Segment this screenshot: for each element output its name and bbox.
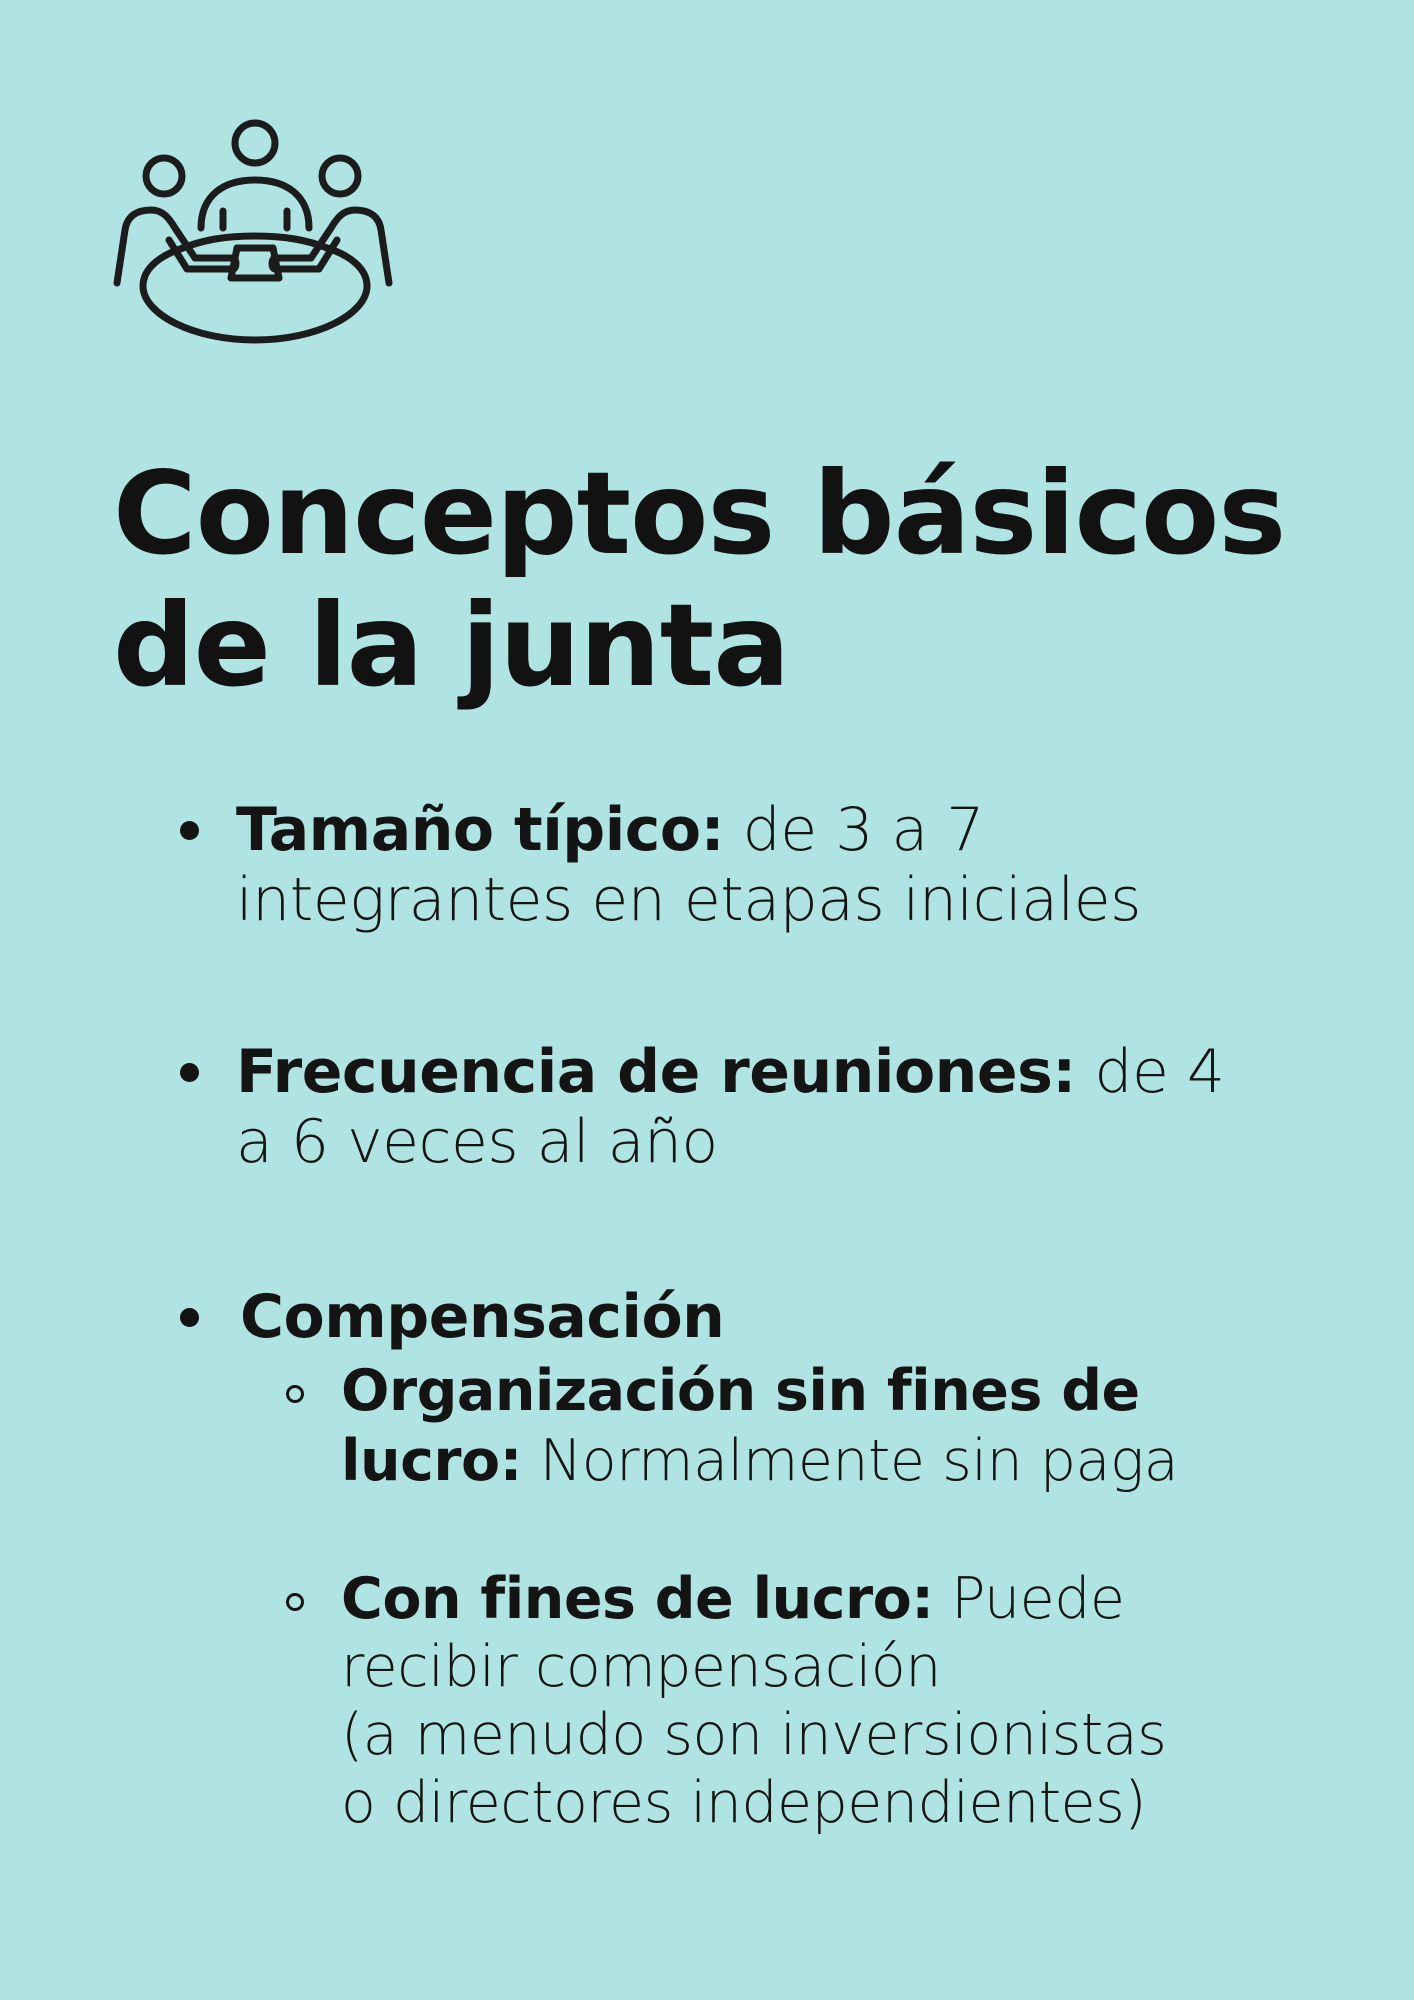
- sub-item-text-cont: recibir compensación: [341, 1634, 941, 1700]
- bullet-point: [180, 821, 199, 840]
- list-item-compensation: [240, 1282, 724, 1352]
- sub-bullet-point: [286, 1385, 304, 1403]
- title-line-1: Conceptos básicos: [113, 447, 1286, 580]
- bullet-point: [180, 1308, 199, 1327]
- sub-item-text: Normalmente sin paga: [521, 1428, 1179, 1494]
- item-text-cont: integrantes en etapas iniciales: [236, 865, 1141, 935]
- list-item-meeting-frequency: [236, 1037, 1225, 1177]
- sub-item-text-cont: (a menudo son inversionistas: [341, 1702, 1167, 1768]
- bullet-point: [180, 1063, 199, 1082]
- item-text-cont: a 6 veces al año: [236, 1107, 718, 1177]
- sub-item-text: Puede: [933, 1566, 1125, 1632]
- sub-item-forprofit: [341, 1565, 1166, 1837]
- sub-item-label: Con fines de lucro:: [341, 1566, 934, 1632]
- page-title: [113, 448, 1333, 712]
- item-text: de 3 a 7: [724, 795, 984, 865]
- sub-item-label: Organización sin fines de: [341, 1358, 1140, 1424]
- item-label: Frecuencia de reuniones:: [236, 1037, 1076, 1107]
- sub-bullet-point: [286, 1593, 304, 1611]
- sub-item-text-cont: o directores independientes): [341, 1770, 1147, 1836]
- sub-item-label-cont: lucro:: [341, 1428, 522, 1494]
- item-label: Tamaño típico:: [236, 795, 725, 865]
- list-item-typical-size: [236, 795, 1141, 935]
- meeting-table-icon: [113, 118, 393, 348]
- item-label: Compensación: [240, 1282, 725, 1352]
- item-text: de 4: [1075, 1037, 1225, 1107]
- title-line-2: de la junta: [113, 579, 790, 712]
- sub-item-nonprofit: [341, 1356, 1178, 1496]
